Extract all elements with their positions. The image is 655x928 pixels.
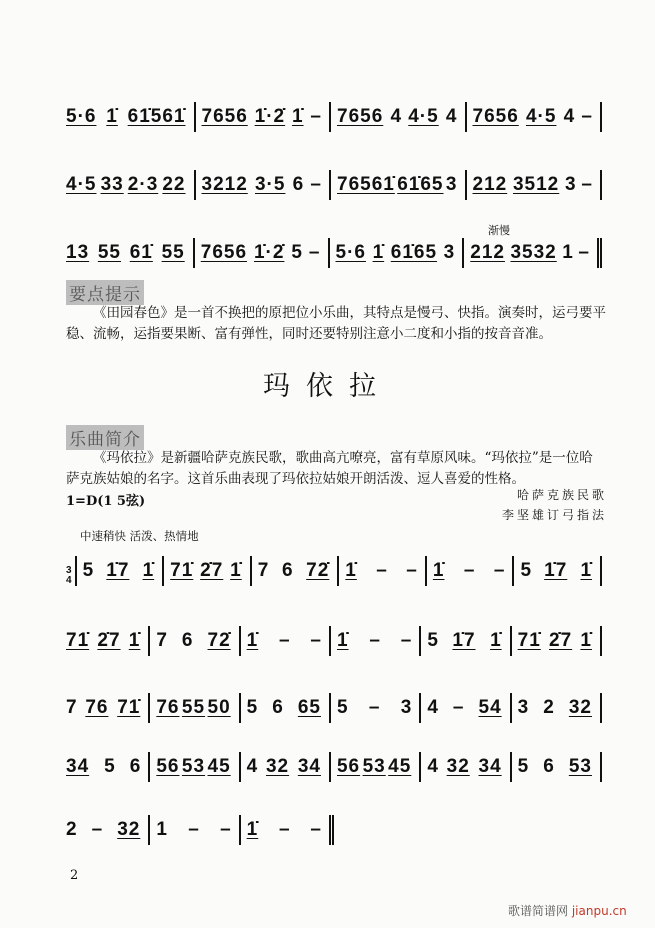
note-group: 13 [66,242,90,263]
note-group: 6 [281,560,293,581]
measure [419,693,509,723]
note-group: 56 [156,756,180,777]
note-group: 3 [565,174,576,195]
note-group: 4 [246,756,258,777]
note-group: 1̇·2̇ [253,242,285,263]
measure [66,693,148,723]
measure [239,693,329,723]
note-group: 72̇ [306,560,330,581]
note-group: 6 [272,697,283,718]
note-group: – [310,106,321,127]
note-group: 5 [336,697,348,718]
score-line [66,238,602,268]
measure [193,238,328,268]
note-group: 55 [161,242,185,263]
note-group: 1̇ [580,630,592,651]
note-group: 1̇ [432,560,445,581]
note-group: 5 [427,630,438,651]
time-signature-part: 4 [66,575,72,586]
measure [329,170,465,200]
measure [66,170,194,200]
note-group: – [406,560,417,581]
note-group: 1̇ [246,630,259,651]
note-group: 212 [472,174,508,195]
measure [66,102,194,132]
measure [419,626,509,656]
note-group: 1̇ [372,242,385,263]
note-group: 22 [162,174,186,195]
note-group: 3532 [510,242,557,263]
note-group: 6 [543,756,554,777]
note-group: 55 [181,697,206,718]
measure [239,752,329,782]
note-group: 71̇ [517,630,541,651]
note-group: 3·5 [254,174,286,195]
note-group: 1̇ [490,630,502,651]
note-group: 1̇ [128,630,141,651]
note-group: 3 [400,697,412,718]
note-group: – [279,630,290,651]
tips-text: 《田园春色》是一首不换把的原把位小乐曲，其特点是慢弓、快指。演奏时，运弓要平稳、流畅，运指要果断、富有弹性，同时还要特别注意小二度和小指的按音音准。 [66,305,606,342]
measure [328,238,463,268]
note-group: 71̇ [66,630,90,651]
note-group: 212 [470,242,505,263]
note-group: 7 [66,697,77,718]
measure [75,556,163,586]
note-group: 1̇ [230,560,242,581]
note-group: 32 [117,819,141,840]
intro-text: 《玛依拉》是新疆哈萨克族民歌，歌曲高亢嘹亮，富有草原风味。“玛依拉”是一位哈萨克族姑娘的名字。这首乐曲表现了玛依拉姑娘开朗活泼、逗人喜爱的性格。 [66,450,593,487]
arranger: 李坚雄订弓指法 [501,508,607,522]
note-group: 3 [445,174,457,195]
note-group: 72̇ [207,630,231,651]
note-group: 1 [562,242,573,263]
note-group: 7656 [201,106,248,127]
note-group: 76561̇ [337,174,395,195]
time-signature-part: 3 [66,565,72,576]
note-group: – [220,819,231,840]
measure [148,693,238,723]
note-group: 56 [336,756,361,777]
measure [510,693,602,723]
score-line [66,556,602,586]
note-group: 1̇7 [106,560,130,581]
measure [239,815,334,845]
measure [337,556,425,586]
note-group: 1̇ [291,106,304,127]
note-group: 1̇ [142,560,155,581]
note-group: 32 [568,697,592,718]
note-group: 1 [156,819,167,840]
note-group: 53 [362,756,386,777]
measure [66,815,148,845]
note-group: 65 [297,697,321,718]
note-group: 1̇ [336,630,349,651]
note-group: – [310,630,321,651]
note-group: 3212 [201,174,248,195]
note-group: – [581,174,592,195]
measure [512,556,602,586]
song-title: 玛依拉 [263,371,392,402]
note-group: 4·5 [525,106,557,127]
note-group: 5·6 [335,242,366,263]
measure [510,626,602,656]
note-group: 2 [66,819,77,840]
measure [66,752,148,782]
note-group: 7656 [200,242,248,263]
tempo-marking: 中速稍快 活泼、热情地 [80,529,199,543]
note-group: 7 [257,560,269,581]
measure [329,752,419,782]
note-group: 6 [181,630,193,651]
watermark: 歌谱简谱网 jianpu.cn [508,904,627,918]
note-group: 6 [129,756,141,777]
measure [194,170,330,200]
tips-heading: 要点提示 [66,280,144,305]
note-group: 2̇7 [549,630,573,651]
note-group: 61̇65 [390,242,438,263]
note-group: 5 [520,560,532,581]
note-group: 45 [207,756,231,777]
note-group: 1̇7 [544,560,568,581]
note-group: – [463,560,475,581]
note-group: 53 [181,756,206,777]
note-group: 3 [443,242,455,263]
measure [250,556,338,586]
measure [465,102,603,132]
note-group: 2̇7 [200,560,224,581]
note-group: 3512 [512,174,560,195]
note-group: 53 [568,756,592,777]
score-line [66,752,602,782]
measure [148,815,238,845]
intro-heading: 乐曲简介 [66,425,144,450]
note-group: 50 [207,697,231,718]
note-group: 4 [445,106,457,127]
measure [148,626,238,656]
note-group: – [188,819,199,840]
note-group: 76 [85,697,109,718]
measure [66,626,148,656]
note-group: – [368,697,380,718]
note-group: 5 [291,242,302,263]
note-group: 61̇ [129,242,153,263]
note-group: 3 [517,697,529,718]
note-group: 7656 [337,106,384,127]
note-group: – [310,819,321,840]
measure [425,556,513,586]
score-line [66,170,602,200]
note-group: 45 [388,756,412,777]
score-line [66,693,602,723]
measure [329,626,419,656]
note-group: 55 [97,242,121,263]
note-group: 1̇ [580,560,593,581]
measure [465,170,603,200]
note-group: 1̇·2̇ [254,106,286,127]
note-group: 2̇7 [97,630,121,651]
note-group: 1̇ [246,819,259,840]
note-group: 71̇ [170,560,194,581]
note-group: 1̇7 [452,630,476,651]
credits [502,485,607,525]
note-group: – [310,174,321,195]
measure [462,238,602,268]
note-group: 5·6 [66,106,97,127]
note-group: 34 [66,756,90,777]
measure [329,102,465,132]
note-group: 6 [292,174,304,195]
note-group: 4 [390,106,402,127]
score-line [66,102,602,132]
note-group: 33 [100,174,124,195]
measure [66,238,193,268]
note-group: 76 [156,697,180,718]
note-group: 32 [265,756,290,777]
note-group: 5 [104,756,115,777]
note-group: – [493,560,505,581]
measure [239,626,329,656]
time-signature [66,566,72,586]
note-group: 32 [446,756,470,777]
measure [194,102,330,132]
note-group: 4 [563,106,575,127]
page-number: 2 [70,868,79,883]
score-line [66,626,602,656]
note-group: 2 [543,697,554,718]
key-signature: 1=D(1 5弦) [66,494,146,509]
note-group: – [91,819,103,840]
note-group: 34 [297,756,321,777]
note-group: – [279,819,290,840]
note-group: – [400,630,412,651]
note-group: 71̇ [117,697,141,718]
note-group: 7 [156,630,167,651]
note-group: – [369,630,380,651]
origin: 哈萨克族民歌 [516,488,607,502]
note-group: 7656 [472,106,519,127]
note-group: 61̇65 [397,174,444,195]
note-group: 4·5 [408,106,439,127]
note-group: 1̇ [106,106,118,127]
note-group: 4·5 [66,174,97,195]
note-group: 61̇561̇ [127,106,186,127]
note-group: 5 [246,697,258,718]
measure [329,693,419,723]
note-group: 4 [427,697,438,718]
note-group: 2·3 [127,174,159,195]
note-group: – [581,106,592,127]
measure [148,752,238,782]
measure [510,752,602,782]
note-group: 4 [427,756,438,777]
note-group: – [578,242,589,263]
note-group: – [376,560,387,581]
note-group: 1̇ [345,560,357,581]
measure [419,752,509,782]
score-line [66,815,334,845]
note-group: – [452,697,464,718]
measure [162,556,250,586]
note-group: 34 [478,756,502,777]
note-group: 54 [478,697,502,718]
note-group: 5 [82,560,94,581]
note-group: – [308,242,320,263]
tempo-change-label: 渐慢 [488,224,510,237]
note-group: 5 [517,756,529,777]
